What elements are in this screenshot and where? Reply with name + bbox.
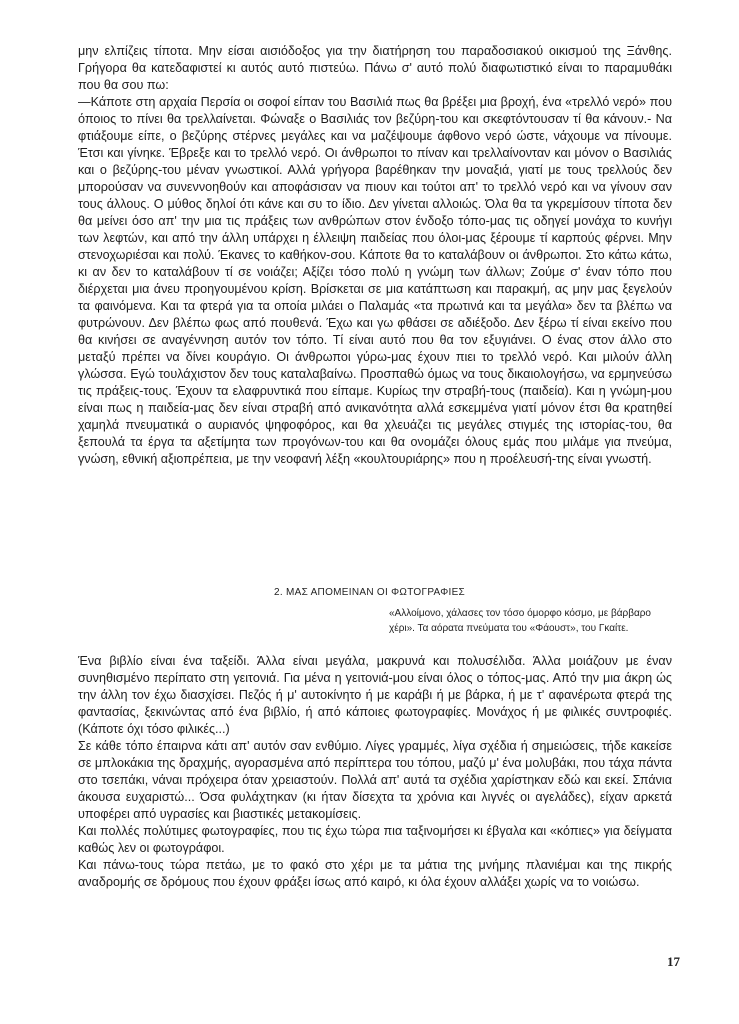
epigraph: «Αλλοίμονο, χάλασες τον τόσο όμορφο κόσμο, με βάρβαρο χέρι». Τα αόρατα πνεύματα του «Φάουστ», του Γκαίτε. [389, 608, 651, 634]
paragraph: Και πάνω-τους τώρα πετάω, με το φακό στο χέρι με τα μάτια της μνήμης πλανιέμαι και της πικρής αναδρομής σε δρόμους που έχουν φράξει ίσως από καιρό, κι όλα έχουν αλλάξει χωρίς να το νοιώσω. [78, 858, 672, 889]
paragraph: —Κάποτε στη αρχαία Περσία οι σοφοί είπαν του Βασιλιά πως θα βρέξει μια βροχή, ένα «τρελλό νερό» που όποιος το πίνει θα τρελλαίνεται. Φώναξε ο Βασιλιάς τον βεζύρη-του και σκεφτόντουσαν τί θα κάνουν.- Να φτιάξουμε είπε, ο βεζύρης στέρνες μεγάλες και να μαζέψουμε άφθονο νερό ώστε, νάχουμε να πίνουμε. Έτσι και γίνηκε. Έβρεξε και το τρελλό νερό. Οι άνθρωποι το πίναν και τρελλαίνονταν και μόνον ο Βασιλιάς και ο βεζύρης-του μέναν γνωστικοί. Αλλά γρήγορα βαρέθηκαν την μοναξιά, γιατί με τους τρελλούς δεν μπορούσαν να συνεννοηθούν και αποφάσισαν να πιουν και τούτοι απ' το τρελλό νερό και να γίνουν σαν τους άλλους. Ο μύθος δηλοί ότι κάνε και συ το ίδιο. Δεν γίνεται αλλοιώς. Όλα θα τα γκρεμίσουν τίποτα δεν θα μείνει όσο απ' την μια τις πράξεις των ανθρώπων στον ένδοξο τόπο-μας τις οδηγεί μονάχα το κυνήγι των λεφτών, και από την άλλη υπάρχει η έλλειψη παιδείας που όλοι-μας ξέρουμε τί καρπούς φέρνει. Μην στενοχωριέσαι και πολύ. Έκανες το καθήκον-σου. Κάποτε θα το καταλάβουν οι άνθρωποι. Στο κάτω κάτω, κι αν δεν το καταλάβουν τί σε νοιάζει; Αξίζει τόσο πολύ η γνώμη των άλλων; Ζούμε σ' έναν τόπο που διέρχεται μια άνευ προηγουμένου κρίση. Βρίσκεται σε μια κατάπτωση και παρακμή, ας μην μας ξεγελούν τα φαινόμενα. Και τα φτερά για τα οποία μιλάει ο Παλαμάς «τα πρωτινά και τα μεγάλα» δεν τα βλέπω να φυτρώνουν. Δεν βλέπω φως από πουθενά. Έχω και γω φθάσει σε αδιέξοδο. Δεν ξέρω τί είναι εκείνο που θα κινήσει σε αναγέννηση αυτόν τον τόπο. Τί είναι αυτό που θα τον εξυγιάνει. Ο ένας στον άλλο στο μεταξύ πρέπει να δίνει κουράγιο. Οι άνθρωποι γύρω-μας έχουν πιει το τρελλό νερό. Και μιλούν άλλη γλώσσα. Εγώ τουλάχιστον δεν τους καταλαβαίνω. Προσπαθώ όμως να τους δικαιολογήσω, να ερμηνεύσω τις πράξεις-τους. Έχουν τα ελαφρυντικά που είπαμε. Κυρίως την στραβή-τους (παιδεία). Και η γνώμη-μου είναι πως η παιδεία-μας δεν είναι στραβή από ανικανότητα αλλά εσκεμμένα γιατί μόνον έτσι θα κρατηθεί χαμηλά πνευματικά ο αυριανός ψηφοφόρος, και θα χλευάζει τις μεγάλες στιγμές της ιστορίας-του, θα ξεπουλά τα έργα τα αξετίμητα των προγόνων-του και θα ονομάζει όλους εμάς που μιλάμε για πνεύμα, γνώση, εθνική αξιοπρέπεια, με την νεοφανή λέξη «κουλτουριάρης» που η προέλευσή-της είναι γνωστή. [78, 95, 672, 466]
page-number: 17 [667, 954, 680, 969]
section-2-heading: 2. ΜΑΣ ΑΠΟΜΕΙΝΑΝ ΟΙ ΦΩΤΟΓΡΑΦΙΕΣ [273, 587, 466, 598]
paragraph: Και πολλές πολύτιμες φωτογραφίες, που τις έχω τώρα πια ταξινομήσει κι έβγαλα και «κόπιες» για δείγματα καθώς λεν οι φωτογράφοι. [78, 824, 672, 855]
section-2-text [78, 653, 672, 891]
paragraph: Ένα βιβλίο είναι ένα ταξείδι. Άλλα είναι μεγάλα, μακρυνά και πολυσέλιδα. Άλλα μοιάζουν με έναν συνηθισμένο περίπατο στη γειτονιά. Για μένα η γειτονιά-μου είναι όλος ο τόπος-μας. Από την μια άκρη ώς την άλλη τον έχω διασχίσει. Πεζός ή μ' αυτοκίνητο ή με καράβι ή με βάρκα, ή με τ' αφανέρωτα φτερά της φαντασίας, ξεκινώντας από ένα βιβλίο, ή από κάποιες φωτογραφίες. Μονάχος ή με φιλικές συντροφιές. (Κάποτε όχι τόσο φιλικές...) [78, 654, 672, 736]
section-1-text [78, 43, 672, 468]
paragraph: μην ελπίζεις τίποτα. Μην είσαι αισιόδοξος για την διατήρηση του παραδοσιακού οικισμού της Ξάνθης. Γρήγορα θα κατεδαφιστεί κι αυτός αυτό πιστεύω. Πάνω σ' αυτό πολύ διαφωτιστικό είναι το παραμυθάκι που θα σου πω: [78, 44, 672, 92]
paragraph: Σε κάθε τόπο έπαιρνα κάτι απ' αυτόν σαν ενθύμιο. Λίγες γραμμές, λίγα σχέδια ή σημειώσεις, τήδε κακείσε σε μπλοκάκια της δραχμής, αγορασμένα από περίπτερα του τόπου, μαζύ μ' ένα μολυβάκι, που τάχα πάντα στο τσεπάκι, νάναι πρόχειρα όταν χρειαστούν. Πολλά απ' αυτά τα σχέδια χαρίστηκαν εδώ και εκεί. Σπάνια άκουσα ευχαριστώ... Όσα φυλάχτηκαν (κι ήταν δίσεχτα τα χρόνια και λιγνές οι αγελάδες), είχαν αρκετά υποφέρει από υγρασίες και βιαστικές μετακομίσεις. [78, 739, 672, 821]
